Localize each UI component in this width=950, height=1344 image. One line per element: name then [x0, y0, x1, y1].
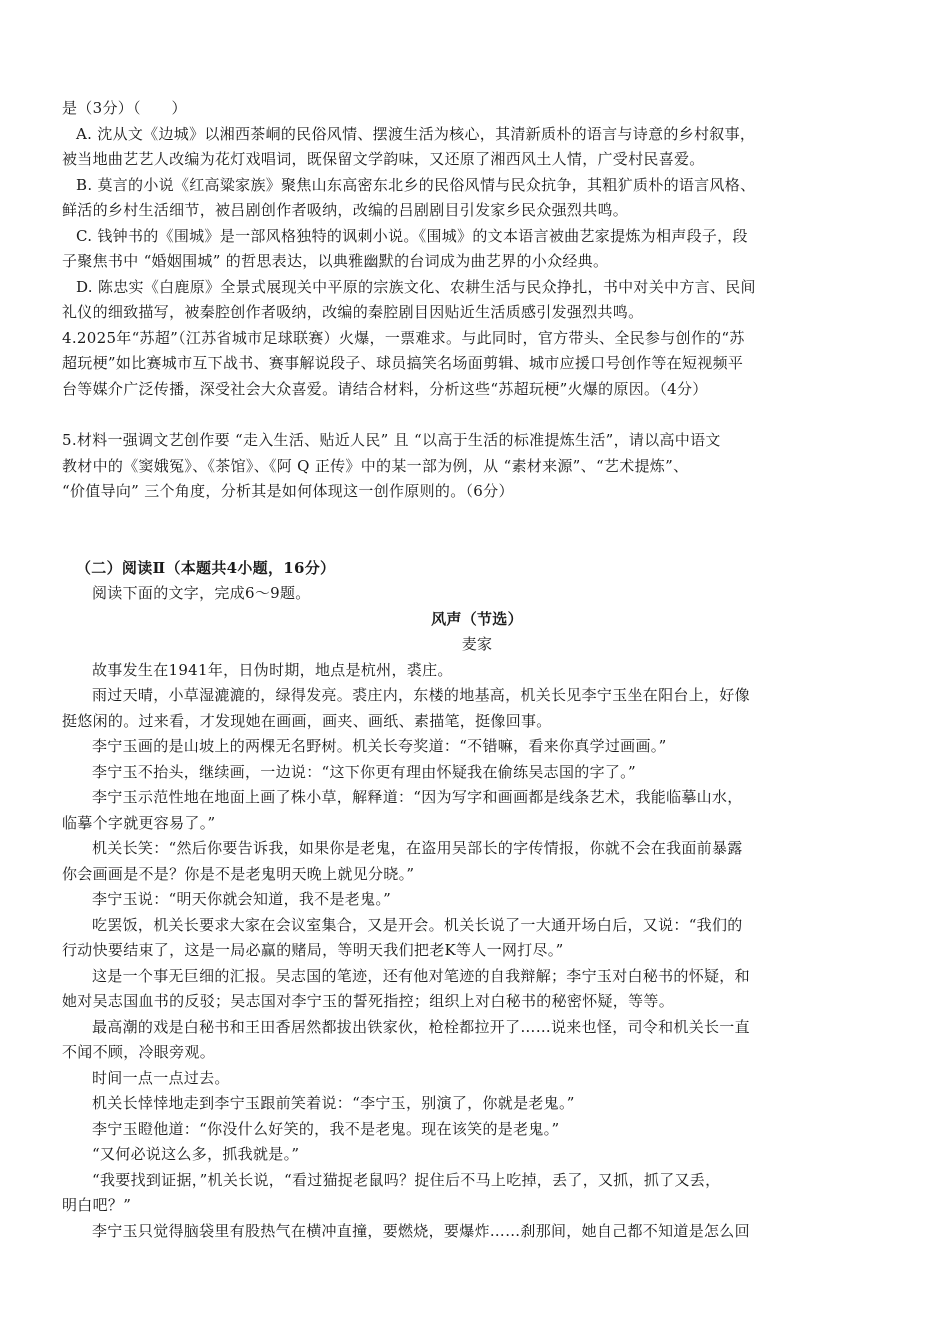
- question-4-line: 台等媒介广泛传播，深受社会大众喜爱。请结合材料，分析这些“苏超玩梗”火爆的原因。（4分）: [62, 379, 708, 398]
- option-c-line: C. 钱钟书的《围城》是一部风格独特的讽刺小说。《围城》的文本语言被曲艺家提炼为相声段子，段: [76, 226, 748, 245]
- option-b-line: 鲜活的乡村生活细节，被吕剧创作者吸纳，改编的吕剧剧目引发家乡民众强烈共鸣。: [62, 201, 629, 219]
- question-4-line: 4.2025年“苏超”（江苏省城市足球联赛）火爆，一票难求。与此同时，官方带头、全民参与创作的“苏: [62, 328, 745, 347]
- exam-page: [62, 96, 892, 1244]
- passage-paragraph: [62, 1066, 892, 1092]
- answer-space: [62, 505, 892, 556]
- option-a-line: 被当地曲艺艺人改编为花灯戏唱词，既保留文学韵味，又还原了湘西风土人情，广受村民喜爱。: [62, 150, 705, 168]
- passage-line: 明白吧？”: [62, 1196, 132, 1214]
- passage-line: 机关长悻悻地走到李宁玉跟前笑着说：“李宁玉，别演了，你就是老鬼。”: [92, 1094, 575, 1112]
- passage-line: 这是一个事无巨细的汇报。吴志国的笔迹，还有他对笔迹的自我辩解；李宁玉对白秘书的怀疑，和: [92, 966, 750, 985]
- question-5-line: “价值导向” 三个角度，分析其是如何体现这一创作原则的。（6分）: [62, 482, 514, 500]
- passage-paragraph: [62, 887, 892, 913]
- passage-line: 最高潮的戏是白秘书和王田香居然都拔出铁家伙，枪栓都拉开了……说来也怪，司令和机关长一直: [92, 1017, 750, 1036]
- passage-paragraph: [62, 964, 892, 1015]
- passage-paragraph: [62, 683, 892, 734]
- passage-line: “又何必说这么多，抓我就是。”: [92, 1145, 300, 1163]
- passage-paragraph: [62, 734, 892, 760]
- passage-line: 机关长笑：“然后你要告诉我，如果你是老鬼，在盗用吴部长的字传情报，你就不会在我面前暴露: [92, 839, 743, 857]
- passage-line: 李宁玉说：“明天你就会知道，我不是老鬼。”: [92, 890, 392, 908]
- passage-line: 李宁玉只觉得脑袋里有股热气在横冲直撞，要燃烧，要爆炸……刹那间，她自己都不知道是怎么回: [92, 1221, 750, 1240]
- passage-line: “我要找到证据，”机关长说，“看过猫捉老鼠吗？捉住后不马上吃掉，丢了，又抓，抓了又丢，: [92, 1170, 721, 1189]
- question-3: [62, 96, 892, 326]
- question-5-line: 教材中的《窦娥冤》、《茶馆》、《阿 Q 正传》中的某一部为例，从 “素材来源”、“艺术提炼”、: [62, 456, 689, 475]
- option-d-line: D. 陈忠实《白鹿原》全景式展现关中平原的宗族文化、农耕生活与民众挣扎，书中对关中方言、民间: [76, 277, 756, 296]
- question-4-line: 超玩梗”如比赛城市互下战书、赛事解说段子、球员搞笑名场面剪辑、城市应援口号创作等在短视频平: [62, 354, 744, 372]
- option-b: [62, 173, 892, 224]
- passage-paragraph: [62, 1142, 892, 1168]
- passage-line: 行动快要结束了，这是一局必赢的赌局，等明天我们把老K等人一网打尽。”: [62, 941, 564, 959]
- option-c: [62, 224, 892, 275]
- passage-line: 临摹个字就更容易了。”: [62, 813, 216, 832]
- passage-line: 挺悠闲的。过来看，才发现她在画画，画夹、画纸、素描笔，挺像回事。: [62, 711, 552, 730]
- section-instruction: 阅读下面的文字，完成6～9题。: [92, 584, 311, 602]
- passage-line: 故事发生在1941年，日伪时期，地点是杭州，裘庄。: [92, 660, 453, 679]
- option-d: [62, 275, 892, 326]
- passage-paragraph: [62, 1219, 892, 1245]
- passage-paragraph: [62, 1117, 892, 1143]
- passage-line: 你会画画是不是？你是不是老鬼明天晚上就见分晓。”: [62, 864, 415, 883]
- passage-line: 李宁玉示范性地在地面上画了株小草，解释道：“因为写字和画画都是线条艺术，我能临摹山水，: [92, 788, 743, 806]
- passage-paragraph: [62, 1091, 892, 1117]
- passage-author: 麦家: [461, 635, 493, 653]
- passage-line: 时间一点一点过去。: [92, 1068, 230, 1087]
- option-a-line: A. 沈从文《边城》以湘西茶峒的民俗风情、摆渡生活为核心，其清新质朴的语言与诗意的乡村叙事，: [76, 124, 756, 143]
- passage-paragraph: [62, 658, 892, 684]
- passage-line: 雨过天晴，小草湿漉漉的，绿得发亮。裘庄内，东楼的地基高，机关长见李宁玉坐在阳台上，好像: [92, 686, 750, 704]
- section-heading: （二）阅读Ⅱ（本题共4小题，16分）: [76, 558, 336, 577]
- option-a: [62, 122, 892, 173]
- passage-paragraph: [62, 1168, 892, 1219]
- question-4: [62, 326, 892, 403]
- passage-paragraph: [62, 760, 892, 786]
- passage-line: 她对吴志国血书的反驳；吴志国对李宁玉的誓死指控；组织上对白秘书的秘密怀疑，等等。: [62, 992, 675, 1010]
- passage-paragraph: [62, 836, 892, 887]
- passage-line: 不闻不顾，冷眼旁观。: [62, 1043, 216, 1061]
- passage-paragraph: [62, 913, 892, 964]
- option-d-line: 礼仪的细致描写，被秦腔创作者吸纳，改编的秦腔剧目因贴近生活质感引发强烈共鸣。: [62, 303, 644, 321]
- option-b-line: B. 莫言的小说《红高粱家族》聚焦山东高密东北乡的民俗风情与民众抗争，其粗犷质朴的语言风格、: [76, 175, 756, 194]
- passage-title: 风声（节选）: [431, 609, 523, 628]
- question-3-stem-end: 是（3分）（ ）: [62, 99, 187, 117]
- section-2: [62, 556, 892, 658]
- question-5-line: 5.材料一强调文艺创作要 “走入生活、贴近人民” 且 “以高于生活的标准提炼生活”，请以高中语文: [62, 431, 721, 449]
- passage-line: 李宁玉瞪他道：“你没什么好笑的，我不是老鬼。现在该笑的是老鬼。”: [92, 1119, 560, 1138]
- option-c-line: 子聚焦书中 “婚姻围城” 的哲思表达，以典雅幽默的台词成为曲艺界的小众经典。: [62, 252, 609, 270]
- passage-line: 李宁玉画的是山坡上的两棵无名野树。机关长夸奖道：“不错嘛，看来你真学过画画。”: [92, 737, 667, 755]
- answer-space: [62, 402, 892, 428]
- passage-paragraph: [62, 785, 892, 836]
- passage-paragraph: [62, 1015, 892, 1066]
- passage-body: [62, 658, 892, 1245]
- passage-line: 吃罢饭，机关长要求大家在会议室集合，又是开会。机关长说了一大通开场白后，又说：“我们的: [92, 915, 743, 934]
- question-5: [62, 428, 892, 505]
- passage-line: 李宁玉不抬头，继续画，一边说：“这下你更有理由怀疑我在偷练吴志国的字了。”: [92, 762, 636, 781]
